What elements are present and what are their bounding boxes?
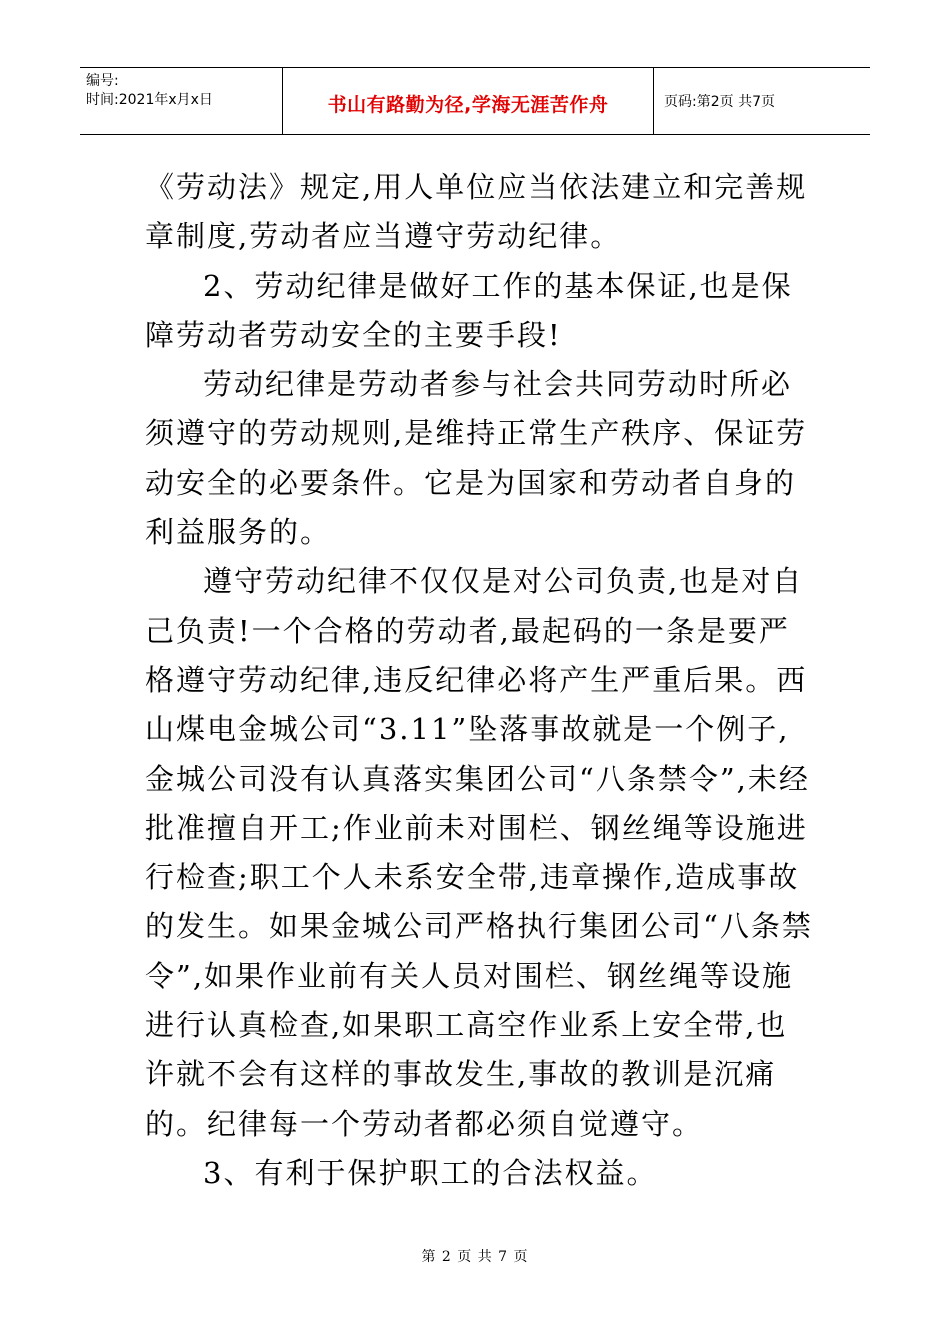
header-page-cell — [654, 68, 870, 134]
paragraph-5: 3、有利于保护职工的合法权益。 — [203, 1155, 658, 1190]
page-header — [80, 67, 870, 135]
paragraph-1: 《劳动法》规定,用人单位应当依法建立和完善规章制度,劳动者应当遵守劳动纪律。 — [145, 170, 808, 254]
document-time-label: 时间:2021年x月x日 — [86, 92, 213, 108]
paragraph-3: 劳动纪律是劳动者参与社会共同劳动时所必须遵守的劳动规则,是维持正常生产秩序、保证劳动安全的必要条件。它是为国家和劳动者自身的利益服务的。 — [145, 367, 808, 550]
header-motto-cell — [282, 68, 654, 134]
paragraph-2: 2、劳动纪律是做好工作的基本保证,也是保障劳动者劳动安全的主要手段! — [145, 268, 793, 352]
document-number-label: 编号: — [86, 73, 119, 89]
header-motto: 书山有路勤为径,学海无涯苦作舟 — [327, 93, 609, 116]
header-info-cell — [80, 68, 282, 134]
paragraph-4: 遵守劳动纪律不仅仅是对公司负责,也是对自己负责!一个合格的劳动者,最起码的一条是要严格遵守劳动纪律,违反纪律必将产生严重后果。西山煤电金城公司“3.11”坠落事故就是一个例子,金城公司没有认真落实集团公司“八条禁令”,未经批准擅自开工;作业前未对围栏、钢丝绳等设施进行检查;职工个人未系安全带,违章操作,造成事故的发生。如果金城公司严格执行集团公司“八条禁令”,如果作业前有关人员对围栏、钢丝绳等设施进行认真检查,如果职工高空作业系上安全带,也许就不会有这样的事故发生,事故的教训是沉痛的。纪律每一个劳动者都必须自觉遵守。 — [145, 564, 813, 1141]
header-page-code: 页码:第2页 共7页 — [664, 94, 775, 110]
document-body — [145, 163, 813, 1198]
page-footer: 第 2 页 共 7 页 — [421, 1249, 529, 1265]
